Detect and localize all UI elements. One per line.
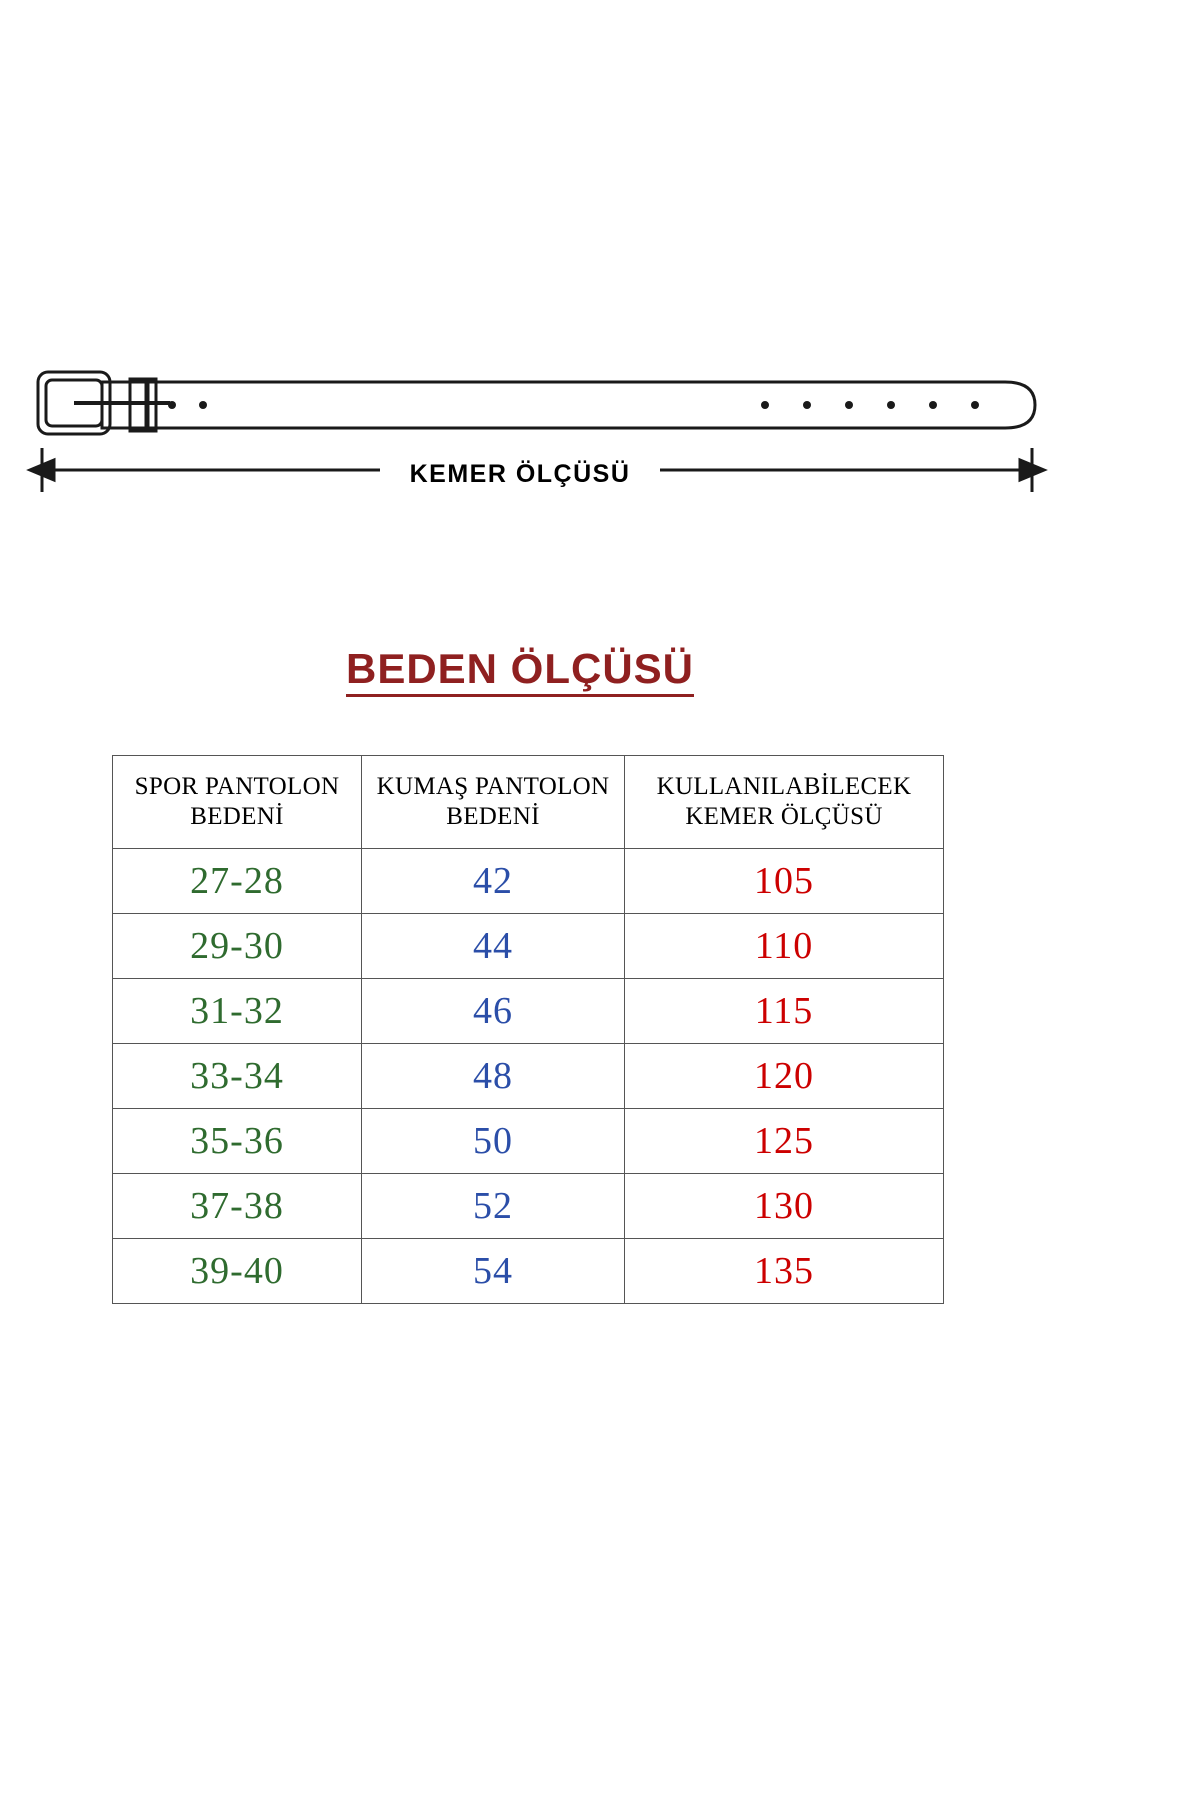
header-line-2: BEDENİ bbox=[446, 803, 540, 830]
cell-fabric-size: 50 bbox=[362, 1109, 625, 1174]
column-header-sport-trouser-size bbox=[113, 756, 362, 849]
header-line-1: KUMAŞ PANTOLON bbox=[376, 773, 610, 800]
table-header-row bbox=[113, 756, 944, 849]
cell-belt-size: 115 bbox=[625, 979, 944, 1044]
belt-measure-label: KEMER ÖLÇÜSÜ bbox=[380, 460, 660, 489]
table-row bbox=[113, 979, 944, 1044]
table-row bbox=[113, 914, 944, 979]
cell-fabric-size: 54 bbox=[362, 1239, 625, 1304]
table-row bbox=[113, 1044, 944, 1109]
cell-belt-size: 110 bbox=[625, 914, 944, 979]
header-line-1: KULLANILABİLECEK bbox=[656, 773, 912, 800]
header-line-2: KEMER ÖLÇÜSÜ bbox=[685, 803, 883, 830]
belt-strap bbox=[102, 379, 1035, 431]
cell-belt-size: 125 bbox=[625, 1109, 944, 1174]
cell-belt-size: 135 bbox=[625, 1239, 944, 1304]
cell-fabric-size: 46 bbox=[362, 979, 625, 1044]
header-line-1: SPOR PANTOLON bbox=[134, 773, 340, 800]
size-chart-table bbox=[112, 755, 944, 1304]
cell-fabric-size: 52 bbox=[362, 1174, 625, 1239]
cell-fabric-size: 42 bbox=[362, 849, 625, 914]
belt-holes bbox=[168, 401, 979, 409]
column-header-fabric-trouser-size bbox=[362, 756, 625, 849]
cell-sport-size: 33-34 bbox=[113, 1044, 362, 1109]
cell-sport-size: 27-28 bbox=[113, 849, 362, 914]
cell-sport-size: 39-40 bbox=[113, 1239, 362, 1304]
cell-sport-size: 31-32 bbox=[113, 979, 362, 1044]
cell-belt-size: 105 bbox=[625, 849, 944, 914]
cell-sport-size: 35-36 bbox=[113, 1109, 362, 1174]
table-row bbox=[113, 1174, 944, 1239]
table-row bbox=[113, 1109, 944, 1174]
cell-belt-size: 120 bbox=[625, 1044, 944, 1109]
table-row bbox=[113, 849, 944, 914]
header-line-2: BEDENİ bbox=[190, 803, 284, 830]
column-header-usable-belt-size bbox=[625, 756, 944, 849]
page-title bbox=[0, 645, 1040, 693]
page-title-text: BEDEN ÖLÇÜSÜ bbox=[346, 645, 694, 697]
cell-fabric-size: 44 bbox=[362, 914, 625, 979]
cell-sport-size: 29-30 bbox=[113, 914, 362, 979]
cell-sport-size: 37-38 bbox=[113, 1174, 362, 1239]
table-row bbox=[113, 1239, 944, 1304]
cell-fabric-size: 48 bbox=[362, 1044, 625, 1109]
cell-belt-size: 130 bbox=[625, 1174, 944, 1239]
